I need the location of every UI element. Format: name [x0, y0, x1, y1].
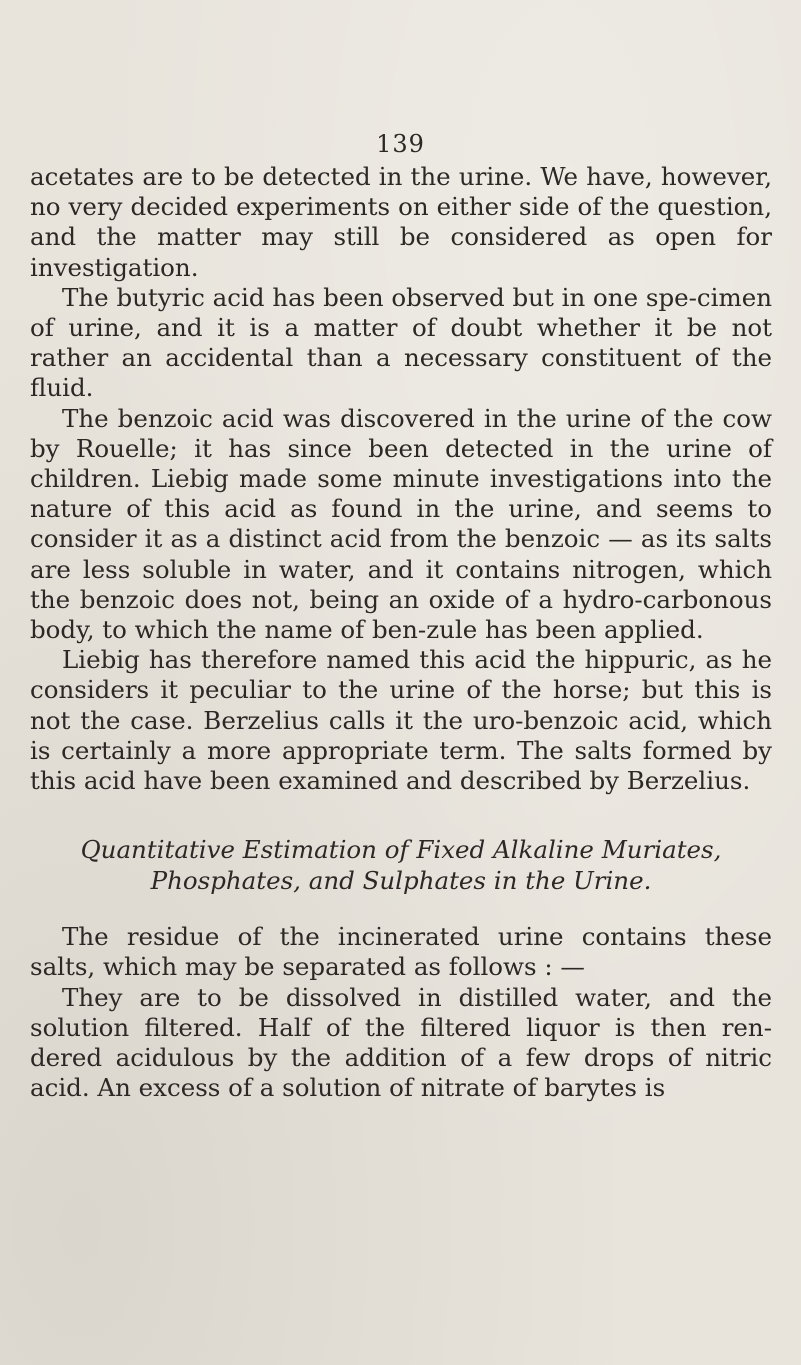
paragraph-butyric-acid: The butyric acid has been observed but in one spe-cimen of urine, and it is a matter of doubt whether it be not rather an accidental than a necessary constituent of the fluid.	[30, 282, 772, 403]
section-heading-line-1: Quantitative Estimation of Fixed Alkaline Muriates,	[80, 835, 722, 865]
body-text	[30, 162, 772, 1103]
paragraph-hippuric-acid: Liebig has therefore named this acid the hippuric, as he considers it peculiar to the urine of the horse; but this is not the case. Berzelius calls it the uro-benzoic acid, which is certainly a more appropriate term. The salts formed by this acid have been examined and described by Berzelius.	[30, 645, 772, 796]
paragraph-benzoic-acid: The benzoic acid was discovered in the urine of the cow by Rouelle; it has since been detected in the urine of children. Liebig made some minute investigations into the nature of this acid as found in the urine, and seems to consider it as a distinct acid from the benzoic — as its salts are less soluble in water, and it contains nitrogen, which the benzoic does not, being an oxide of a hydro-carbonous body, to which the name of ben-zule has been applied.	[30, 403, 772, 645]
page-number: 139	[376, 130, 425, 158]
paragraph-acetates: acetates are to be detected in the urine. We have, however, no very decided experiments on either side of the question, and the matter may still be considered as open for investigation.	[30, 162, 772, 282]
section-heading-line-2: Phosphates, and Sulphates in the Urine.	[150, 866, 652, 896]
paragraph-residue: The residue of the incinerated urine contains these salts, which may be separated as follows : —	[30, 922, 772, 982]
paragraph-dissolved: They are to be dissolved in distilled water, and the solution filtered. Half of the filtered liquor is then ren-dered acidulous by the addition of a few drops of nitric acid. An excess of a solution of nitrate of barytes is	[30, 982, 772, 1103]
section-heading	[30, 834, 772, 896]
